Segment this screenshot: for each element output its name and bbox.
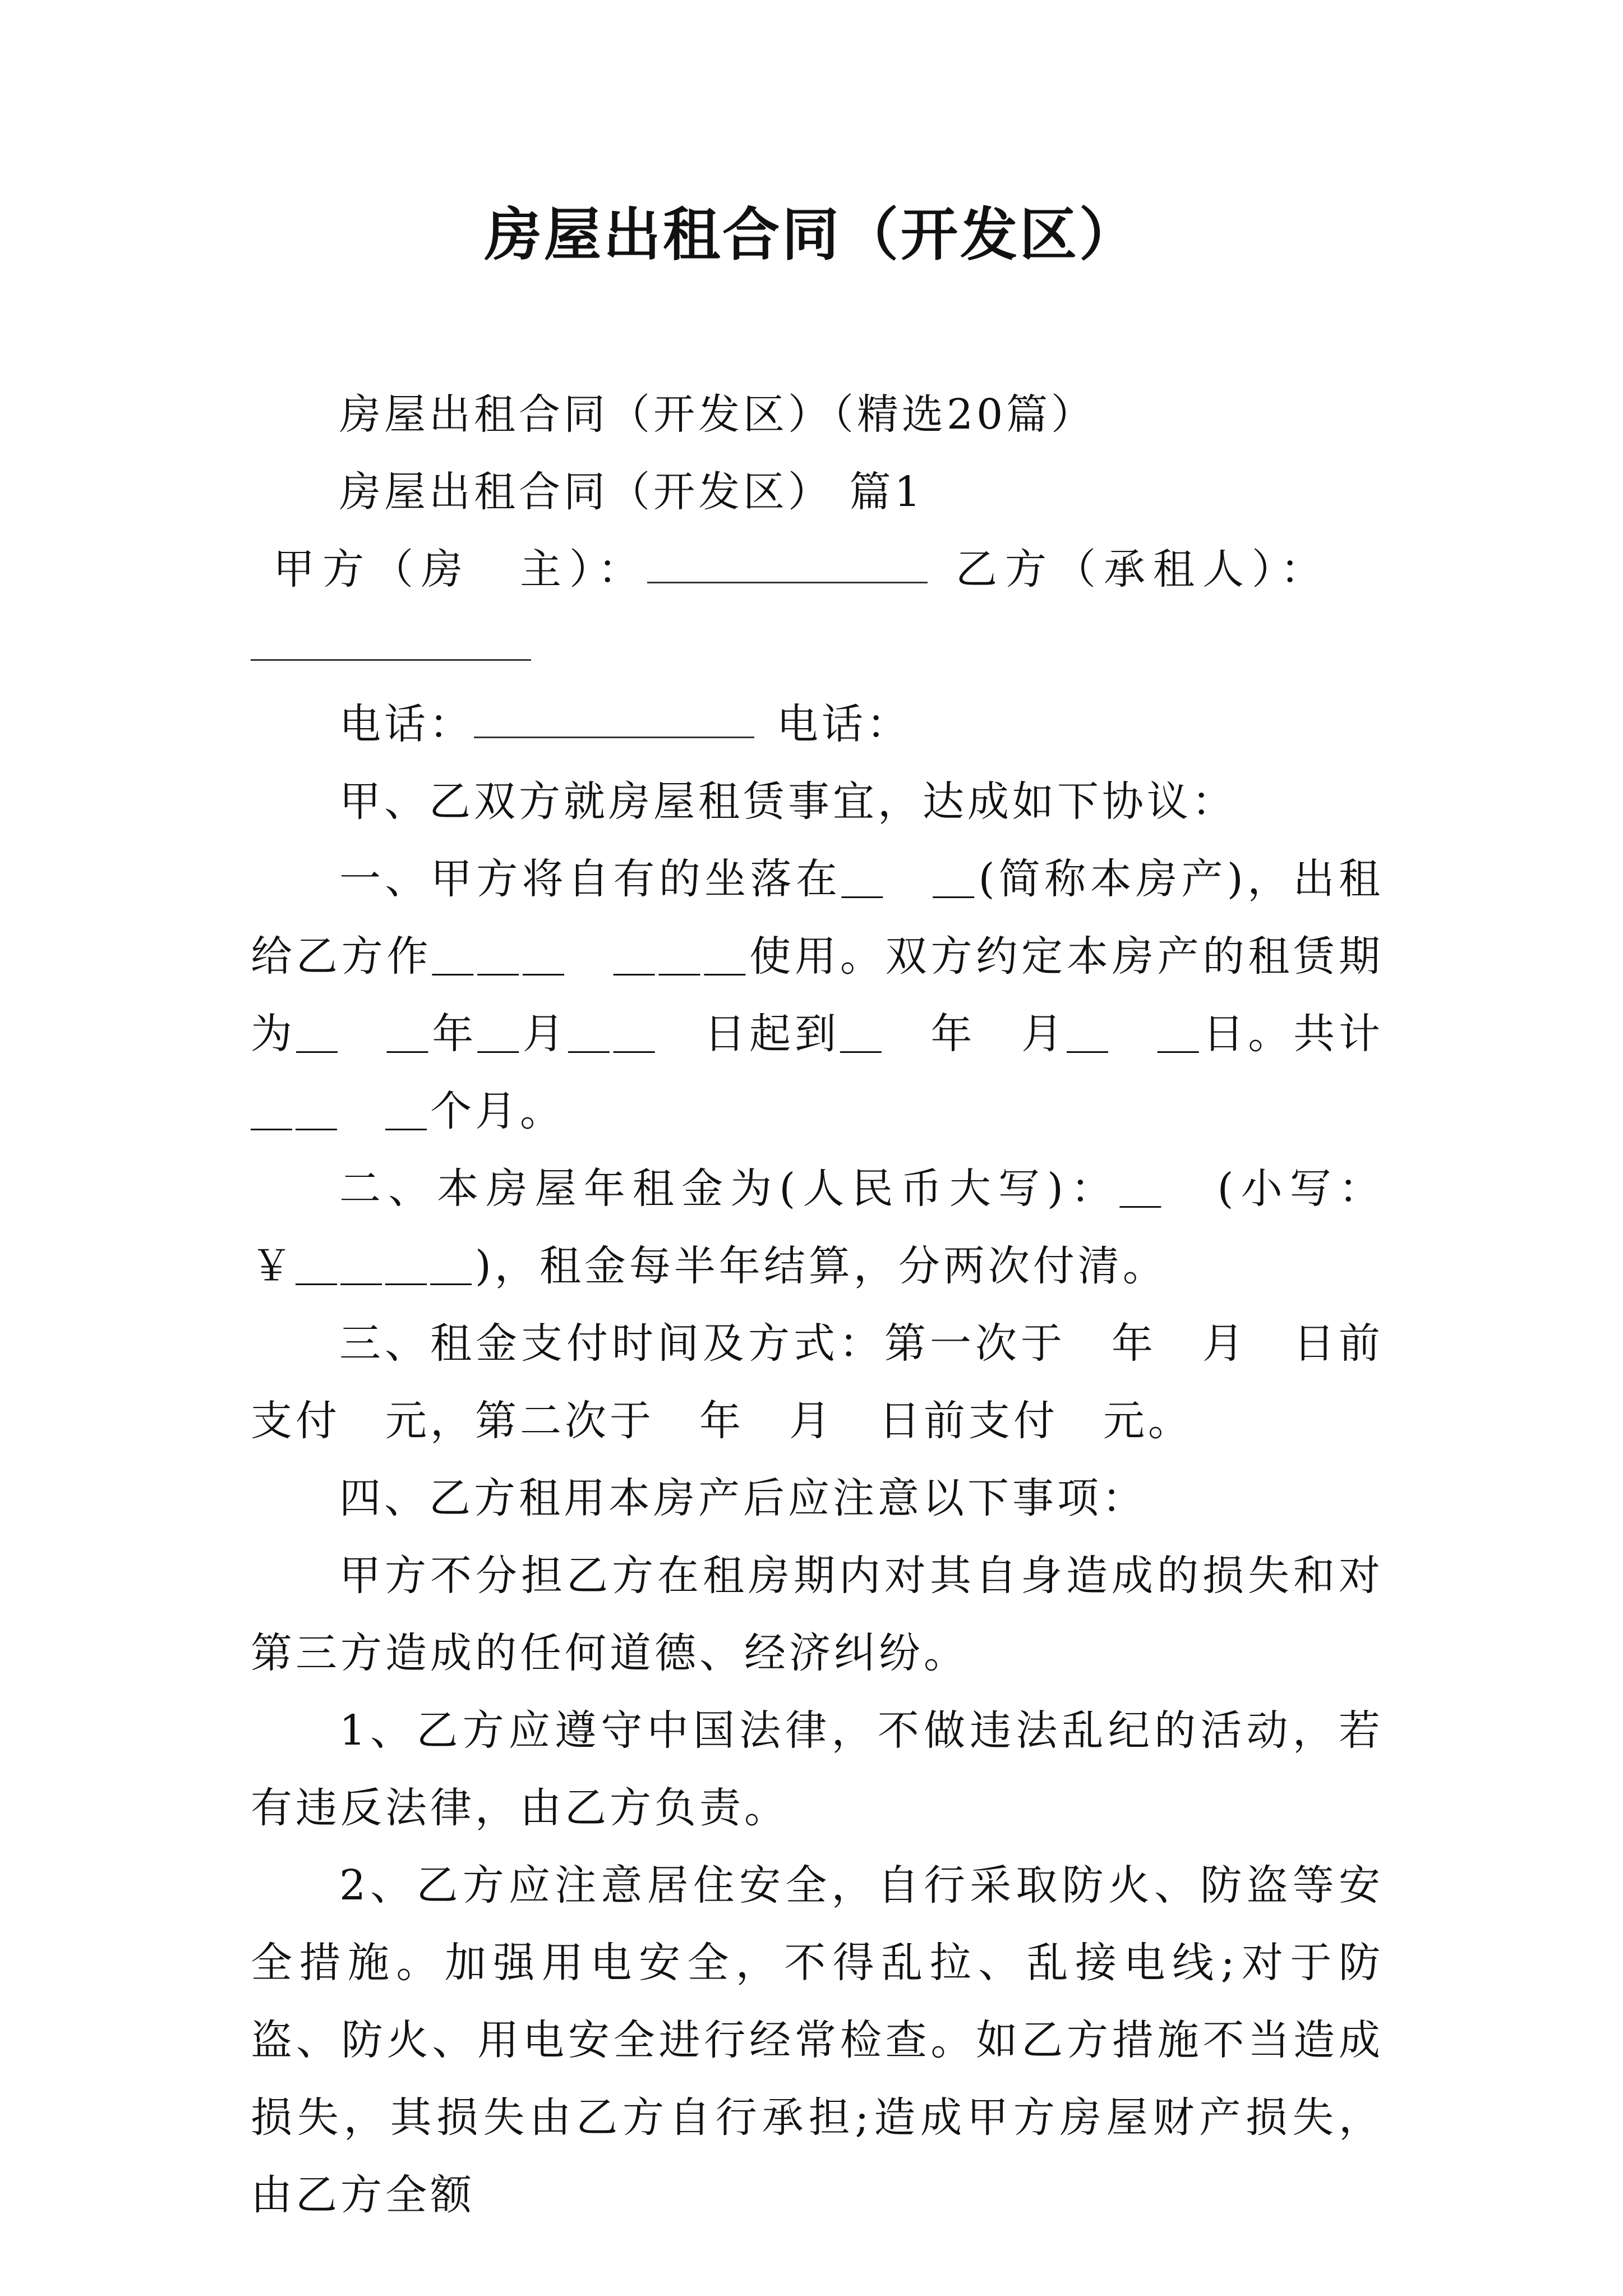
party-b-blank-line [251,608,1384,685]
clause-1: 一、甲方将自有的坐落在＿ ＿(简称本房产)，出租给乙方作＿＿＿ ＿＿＿使用。双方约定本房产的租赁期为＿ ＿年＿月＿＿ 日起到＿ 年 月＿ ＿日。共计＿＿ ＿个月。 [251,855,1384,1135]
party-a-label: 甲方（房 主）： [273,545,647,593]
subtitle: 房屋出租合同（开发区）（精选20篇） [339,390,1096,439]
party-line [251,531,1384,608]
phone-a-label: 电话： [339,700,474,748]
phone-a-blank [474,703,754,738]
party-a-blank [647,548,928,583]
party-b-blank [251,625,531,661]
clause-3: 三、租金支付时间及方式：第一次于 年 月 日前支付 元，第二次于 年 月 日前支付 元。 [251,1319,1384,1445]
clause-4: 四、乙方租用本房产后应注意以下事项： [339,1474,1147,1522]
document-title: 房屋出租合同（开发区） [485,202,1138,269]
party-b-label: 乙方（承租人）： [956,545,1330,593]
document-body [251,376,1384,2234]
clause-2: 二、本房屋年租金为(人民币大写)：＿ (小写：￥＿＿＿＿)，租金每半年结算，分两次付清。 [251,1165,1384,1290]
item-2: 2、乙方应注意居住安全，自行采取防火、防盗等安全措施。加强用电安全，不得乱拉、乱接电线;对于防盗、防火、用电安全进行经常检查。如乙方措施不当造成损失，其损失由乙方自行承担;造成甲方房屋财产损失，由乙方全额 [251,1861,1384,2219]
item-1: 1、乙方应遵守中国法律，不做违法乱纪的活动，若有违反法律，由乙方负责。 [251,1706,1384,1832]
phone-line [251,685,1384,763]
phone-b-label: 电话： [777,700,911,748]
section-heading: 房屋出租合同（开发区） 篇1 [339,468,924,516]
clause-4-note: 甲方不分担乙方在租房期内对其自身造成的损失和对第三方造成的任何道德、经济纠纷。 [251,1552,1384,1677]
intro-paragraph: 甲、乙双方就房屋租赁事宜，达成如下协议： [339,777,1237,826]
